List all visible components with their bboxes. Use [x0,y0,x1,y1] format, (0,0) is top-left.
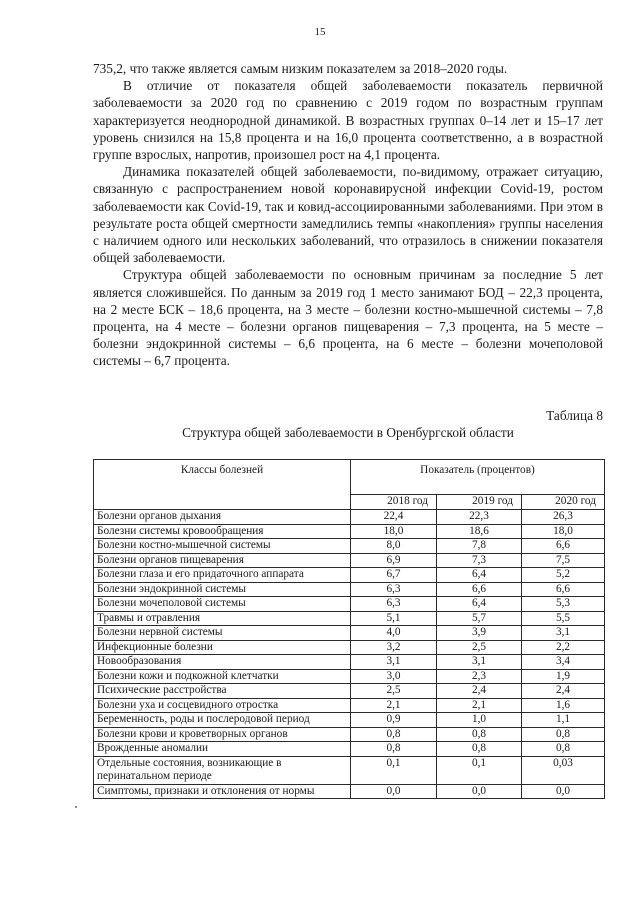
disease-class-cell: Инфекционные болезни [94,640,351,655]
disease-class-cell: Симптомы, признаки и отклонения от нормы [94,784,351,799]
value-cell: 3,2 [351,640,437,655]
paragraph: Структура общей заболеваемости по основным причинам за последние 5 лет является сложившейся. По данным за 2019 год 1 место занимают БОД – 22,3 процента, на 2 месте БСК – 18,6 процента, на 3 месте – болезни костно-мышечной системы – 7,8 процента, на 4 месте – болезни органов пищеварения – 7,3 процента, на 5 месте – болезни эндокринной системы – 6,6 процента, на 6 месте – болезни мочеполовой системы – 6,7 процента. [93,267,603,369]
value-cell: 1,0 [437,713,522,728]
value-cell: 4,0 [351,626,437,641]
disease-class-cell: Болезни крови и кроветворных органов [94,727,351,742]
disease-class-cell: Болезни органов дыхания [94,510,351,525]
value-cell: 0,9 [351,713,437,728]
value-cell: 3,1 [437,655,522,670]
disease-class-cell: Травмы и отравления [94,611,351,626]
value-cell: 3,1 [522,626,605,641]
value-cell: 2,1 [437,698,522,713]
value-cell: 5,1 [351,611,437,626]
value-cell: 1,9 [522,669,605,684]
value-cell: 22,4 [351,510,437,525]
disease-class-cell: Психические расстройства [94,684,351,699]
table-row [94,713,605,728]
header-metric: Показатель (процентов) [351,460,605,495]
body-text [93,60,603,370]
disease-class-cell: Беременность, роды и послеродовой период [94,713,351,728]
header-year: 2019 год [437,495,522,510]
disease-class-cell: Болезни системы кровообращения [94,524,351,539]
value-cell: 0,0 [522,784,605,799]
value-cell: 0,03 [522,756,605,784]
value-cell: 22,3 [437,510,522,525]
disease-class-cell: Болезни органов пищеварения [94,553,351,568]
value-cell: 2,1 [351,698,437,713]
table-row [94,582,605,597]
table-row [94,684,605,699]
value-cell: 6,4 [437,597,522,612]
value-cell: 1,1 [522,713,605,728]
value-cell: 3,0 [351,669,437,684]
table-row [94,698,605,713]
value-cell: 6,6 [522,539,605,554]
table-row [94,669,605,684]
table-row [94,524,605,539]
value-cell: 6,3 [351,582,437,597]
disease-class-cell: Новообразования [94,655,351,670]
table-row [94,742,605,757]
value-cell: 0,8 [437,727,522,742]
value-cell: 0,8 [522,742,605,757]
table-row [94,784,605,799]
value-cell: 5,7 [437,611,522,626]
table-row [94,597,605,612]
value-cell: 3,4 [522,655,605,670]
table-row [94,539,605,554]
paragraph: Динамика показателей общей заболеваемости, по-видимому, отражает ситуацию, связанную с распространением новой коронавирусной инфекции Covid-19, ростом заболеваемости как Covid-19, так и ковид-ассоциированными заболеваниями. При этом в результате роста общей смертности замедлились темпы «накопления» группы населения с наличием одного или нескольких заболеваний, что отразилось в снижении показателя общей заболеваемости. [93,164,603,266]
value-cell: 0,8 [351,742,437,757]
value-cell: 0,0 [351,784,437,799]
value-cell: 3,1 [351,655,437,670]
value-cell: 2,2 [522,640,605,655]
table-row [94,626,605,641]
value-cell: 5,5 [522,611,605,626]
header-year: 2020 год [522,495,605,510]
value-cell: 7,3 [437,553,522,568]
value-cell: 6,7 [351,568,437,583]
disease-class-cell: Болезни костно-мышечной системы [94,539,351,554]
disease-class-cell: Болезни уха и сосцевидного отростка [94,698,351,713]
table-caption: Структура общей заболеваемости в Оренбургской области [182,425,514,440]
value-cell: 6,6 [522,582,605,597]
table-row [94,611,605,626]
value-cell: 26,3 [522,510,605,525]
value-cell: 0,1 [351,756,437,784]
value-cell: 2,4 [522,684,605,699]
value-cell: 3,9 [437,626,522,641]
value-cell: 1,6 [522,698,605,713]
header-year: 2018 год [351,495,437,510]
value-cell: 6,4 [437,568,522,583]
value-cell: 2,4 [437,684,522,699]
value-cell: 6,6 [437,582,522,597]
value-cell: 7,8 [437,539,522,554]
disease-class-cell: Врожденные аномалии [94,742,351,757]
scan-speck [75,806,77,808]
header-disease-class: Классы болезней [94,460,351,510]
table-row [94,727,605,742]
value-cell: 5,3 [522,597,605,612]
value-cell: 2,5 [437,640,522,655]
value-cell: 18,0 [522,524,605,539]
paragraph: 735,2, что также является самым низким показателем за 2018–2020 годы. [93,61,508,76]
value-cell: 0,8 [351,727,437,742]
value-cell: 18,6 [437,524,522,539]
value-cell: 8,0 [351,539,437,554]
value-cell: 18,0 [351,524,437,539]
value-cell: 0,0 [437,784,522,799]
paragraph: В отличие от показателя общей заболеваемости показатель первичной заболеваемости за 2020 год по сравнению с 2019 годом по возрастным группам характеризуется неоднородной динамикой. В возрастных группах 0–14 лет и 15–17 лет уровень снизился на 15,8 процента и на 16,0 процента соответственно, а в возрастной группе взрослых, напротив, произошел рост на 4,1 процента. [93,78,603,163]
value-cell: 2,5 [351,684,437,699]
value-cell: 6,3 [351,597,437,612]
morbidity-structure-table [93,459,605,799]
disease-class-cell: Болезни кожи и подкожной клетчатки [94,669,351,684]
disease-class-cell: Болезни эндокринной системы [94,582,351,597]
value-cell: 7,5 [522,553,605,568]
table-row [94,756,605,784]
value-cell: 5,2 [522,568,605,583]
page-number: 15 [314,26,326,38]
value-cell: 0,1 [437,756,522,784]
value-cell: 0,8 [437,742,522,757]
table-row [94,655,605,670]
disease-class-cell: Болезни мочеполовой системы [94,597,351,612]
disease-class-cell: Болезни нервной системы [94,626,351,641]
value-cell: 0,8 [522,727,605,742]
disease-class-cell: Отдельные состояния, возникающие в перинатальном периоде [94,756,351,784]
disease-class-cell: Болезни глаза и его придаточного аппарата [94,568,351,583]
table-row [94,510,605,525]
value-cell: 2,3 [437,669,522,684]
table-row [94,553,605,568]
value-cell: 6,9 [351,553,437,568]
table-row [94,568,605,583]
table-row [94,640,605,655]
table-label: Таблица 8 [546,408,603,423]
